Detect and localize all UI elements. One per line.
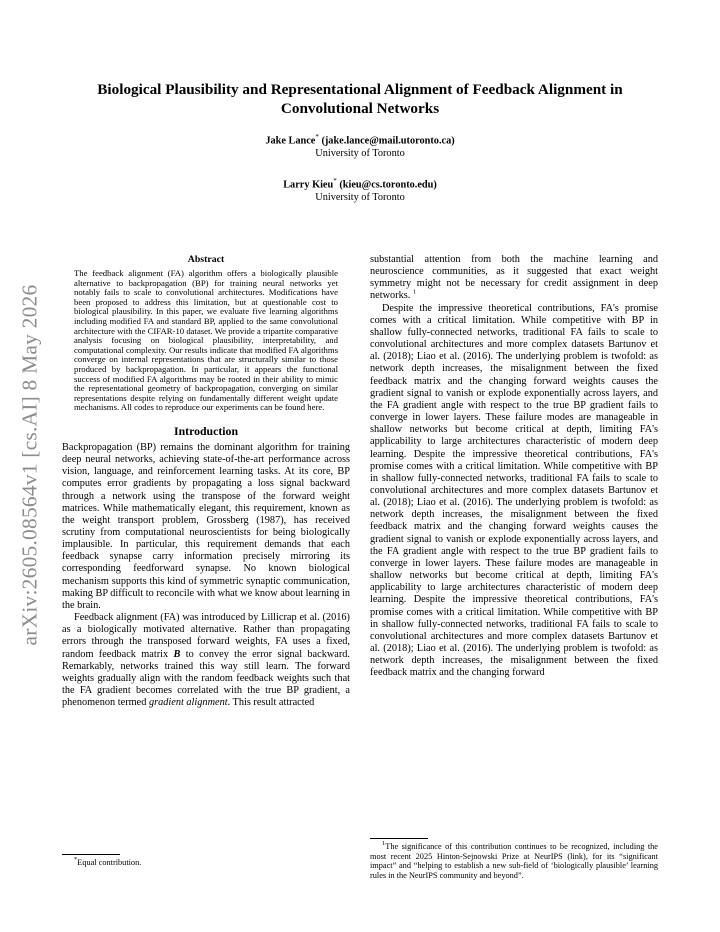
left-footnotes [62, 851, 350, 868]
right-column [370, 254, 658, 679]
footnote-1 [370, 842, 658, 880]
right-footnotes [370, 835, 658, 880]
gradient-alignment-term: gradient alignment [148, 697, 228, 709]
intro-p3-text: substantial attention from both the machine learning and neuroscience communities, as it suggested that exact weight symmetry might not be necessary for credit assignment in deep networks. [370, 254, 658, 302]
intro-p2-text: Feedback alignment (FA) was introduced by Lillicrap et al. (2016) as a biologically motivated alternative. Rather than propagating errors through the transposed forward weights, FA uses a fixed, random feedback matrix [62, 612, 350, 660]
footnote-mark: * [74, 856, 78, 864]
author-email: (jake.lance@mail.utoronto.ca) [321, 135, 455, 147]
footnote-ref-1: 1 [412, 289, 417, 297]
abstract-heading: Abstract [187, 254, 225, 265]
intro-paragraph-4: Despite the impressive theoretical contributions, FA's promise comes with a critical limitation. While competitive with BP in shallow fully-connected networks, traditional FA fails to scale to convolutional architectures and more complex datasets Bartunov et al. (2018); Liao et al. (2016). The underlying problem is twofold: as network depth increases, the misalignment between the fixed feedback matrix and the changing forward weights causes the gradient signal to vanish or explode exponentially across layers, and the FA gradient angle with respect to the true BP gradient fails to converge in lower layers. These failure modes are manageable in shallow networks but become critical at depth, limiting FA's applicability to large architectures characteristic of modern deep learning. Despite the impressive theoretical contributions, FA's promise comes with a critical limitation. While competitive with BP in shallow fully-connected networks, traditional FA fails to scale to convolutional architectures and more complex datasets Bartunov et al. (2018); Liao et al. (2016). The underlying problem is twofold: as network depth increases, the misalignment between the fixed feedback matrix and the changing forward weights causes the gradient signal to vanish or explode exponentially across layers, and the FA gradient angle with respect to the true BP gradient fails to converge in lower layers. These failure modes are manageable in shallow networks but become critical at depth, limiting FA's applicability to large architectures characteristic of modern deep learning. Despite the impressive theoretical contributions, FA's promise comes with a critical limitation. While competitive with BP in shallow fully-connected networks, traditional FA fails to scale to convolutional architectures and more complex datasets Bartunov et al. (2018); Liao et al. (2016). The underlying problem is twofold: as network depth increases, the misalignment between the fixed feedback matrix and the changing forward [370, 302, 658, 679]
author-affiliation: University of Toronto [315, 147, 405, 159]
feedback-matrix-symbol: B [173, 648, 181, 660]
paper-title: Biological Plausibility and Representational Alignment of Feedback Alignment in Convolutional Networks [97, 81, 623, 117]
intro-p2-text: to convey the error signal backward. Remarkably, networks trained this way still learn. The forward weights gradually align with the random feedback weights such that the FA gradient becomes correlated with the true BP gradient, a phenomenon termed [62, 648, 350, 709]
intro-p2-text: . This result attracted [227, 697, 315, 709]
left-column [62, 254, 350, 709]
footnote-text: Equal contribution. [77, 858, 142, 867]
footnote-rule [62, 854, 120, 855]
footnote-rule [370, 838, 428, 839]
footnote-mark: 1 [382, 840, 386, 848]
author-mark: * [333, 177, 337, 185]
author-affiliation: University of Toronto [315, 191, 405, 203]
arxiv-watermark-text: arXiv:2605.08564v1 [cs.AI] 8 May 2026 [17, 284, 42, 646]
footnote-text: The significance of this contribution continues to be recognized, including the most recent 2025 Hinton-Sejnowski Prize at NeurIPS (link), for its “significant impact” and “helping to establish a new sub-field of ‘biologically plausible’ learning rules in the NeurIPS community and beyond”. [370, 842, 658, 880]
author-block-2 [60, 175, 660, 204]
intro-paragraph-2 [62, 612, 350, 709]
arxiv-watermark [10, 270, 50, 660]
footnote-equal-contribution [62, 858, 350, 868]
author-email: (kieu@cs.toronto.edu) [339, 179, 437, 191]
author-name: Larry Kieu [283, 179, 334, 191]
introduction-heading: Introduction [173, 423, 239, 438]
abstract-text: The feedback alignment (FA) algorithm offers a biologically plausible alternative to backpropagation (BP) for training neural networks yet notably fails to scale to convolutional architectures. Modifications have been proposed to address this limitation, but at questionable cost to biological plausibility. In this paper, we evaluate five learning algorithms including modified FA and standard BP, applied to the same convolutional architecture with the CIFAR-10 dataset. We provide a tripartite comparative analysis focusing on biological plausibility, interpretability, and computational complexity. Our results indicate that modified FA algorithms converge on internal representations that are structurally similar to those produced by backpropagation. In particular, it appears the functional success of modified FA algorithms may be rooted in their ability to mimic the representational geometry of backpropagation, converging on similar representations despite relying on fundamentally different weight update mechanisms. All codes to reproduce our experiments can be found here. [74, 268, 338, 413]
intro-paragraph-3 [370, 254, 658, 303]
author-mark: * [315, 133, 319, 141]
intro-paragraph-1: Backpropagation (BP) remains the dominant algorithm for training deep neural networks, achieving state-of-the-art performance across vision, language, and reinforcement learning tasks. At its core, BP computes error gradients by propagating a loss signal backward through a network using the transpose of the forward weight matrices. While mathematically elegant, this requirement, known as the weight transport problem, Grossberg (1987), has received scrutiny from computational neuroscientists for being biologically implausible. In particular, this requirement demands that each feedback synapse carry information precisely mirroring its corresponding feedforward synapse. No known biological mechanism supports this kind of symmetric synaptic communication, making BP difficult to reconcile with what we know about learning in the brain. [62, 441, 350, 611]
author-block-1 [60, 131, 660, 160]
author-name: Jake Lance [265, 135, 316, 147]
